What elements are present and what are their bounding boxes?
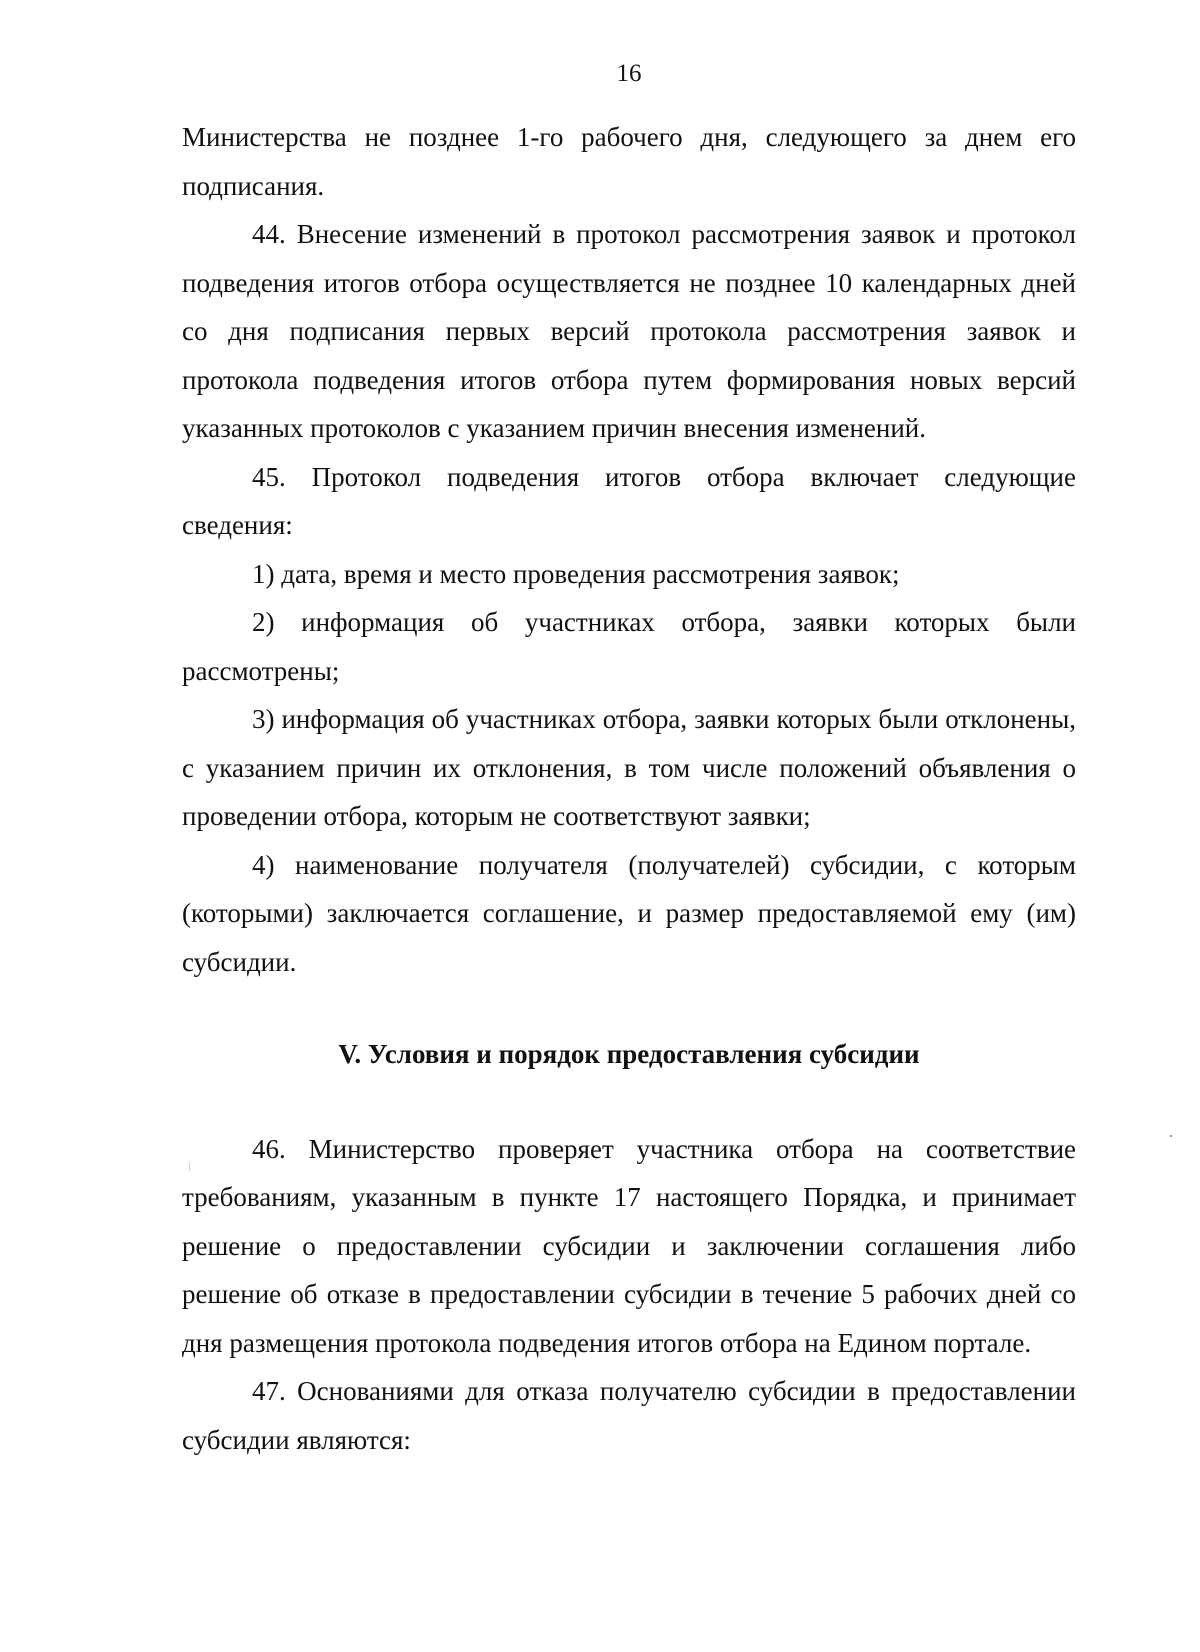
paragraph-45-item-4: 4) наименование получателя (получателей) субсидии, с которым (которыми) заключается соглашение, и размер предоставляемой ему (им) субсидии. [182,849,1076,977]
paragraph-46: 46. Министерство проверяет участника отбора на соответствие требованиям, указанным в пункте 17 настоящего Порядка, и принимает решение о предоставлении субсидии и заключении соглашения либо решение об отказе в предоставлении субсидии в течение 5 рабочих дней со дня размещения протокола подведения итогов отбора на Едином портале. [182,1133,1076,1358]
paragraph-44: 44. Внесение изменений в протокол рассмотрения заявок и протокол подведения итогов отбора осуществляется не позднее 10 календарных дней со дня подписания первых версий протокола рассмотрения заявок и протокола подведения итогов отбора путем формирования новых версий указанных протоколов с указанием причин внесения изменений. [182,219,1076,443]
paragraph-47: 47. Основаниями для отказа получателю субсидии в предоставлении субсидии являются: [182,1376,1076,1455]
paragraph-45: 45. Протокол подведения итогов отбора включает следующие сведения: [182,461,1076,540]
scan-speck [1170,1135,1172,1137]
page-number: 16 [616,60,642,87]
section-heading: V. Условия и порядок предоставления субсидии [338,1039,920,1069]
scan-speck [189,1163,190,1171]
paragraph-continuation: Министерства не позднее 1-го рабочего дня, следующего за днем его подписания. [182,122,1076,201]
document-body [182,113,1076,1464]
paragraph-45-item-1: 1) дата, время и место проведения рассмотрения заявок; [252,558,900,589]
paragraph-45-item-3: 3) информация об участниках отбора, заявки которых были отклонены, с указанием причин их отклонения, в том числе положений объявления о проведении отбора, которым не соответствуют заявки; [182,704,1076,831]
paragraph-45-item-2: 2) информация об участниках отбора, заявки которых были рассмотрены; [182,607,1076,686]
